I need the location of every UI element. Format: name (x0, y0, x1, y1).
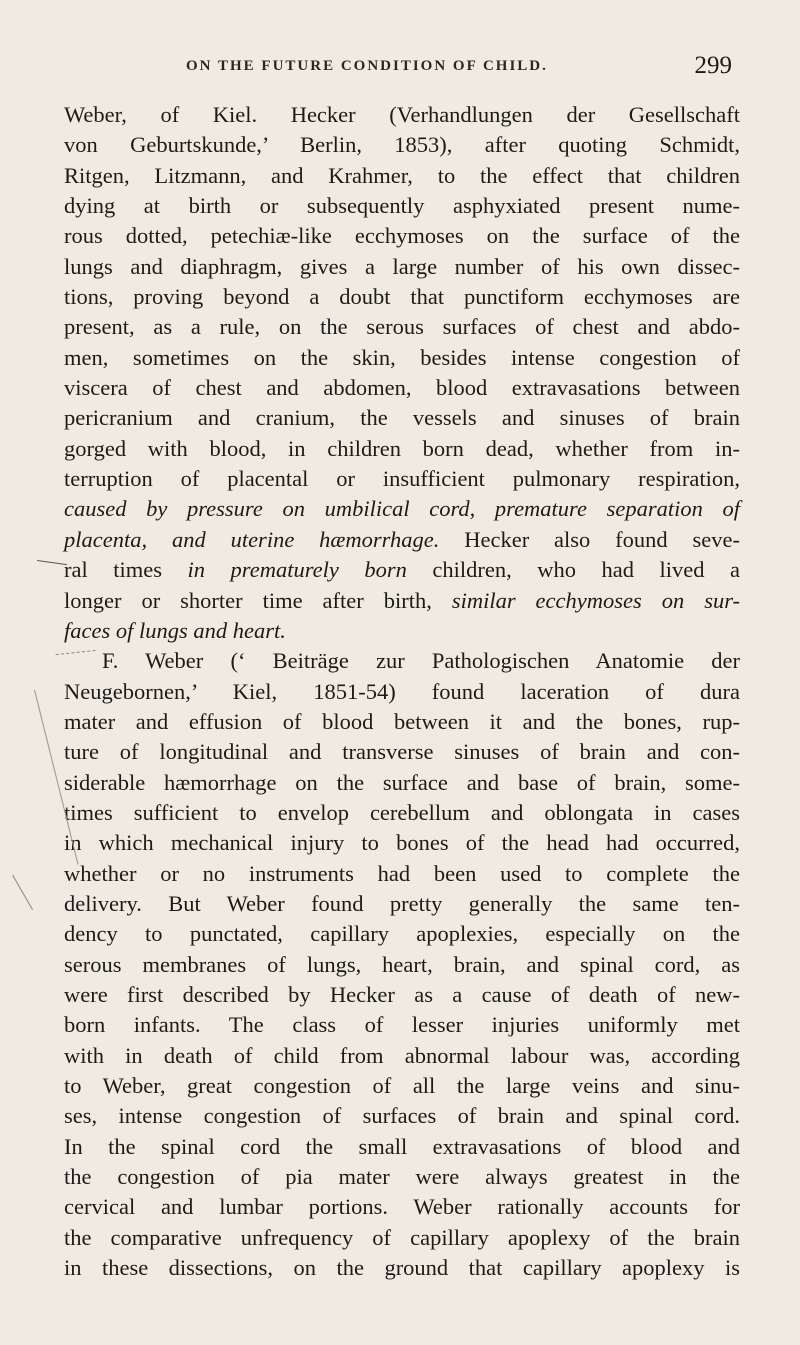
page-number: 299 (694, 52, 732, 79)
text-line: cervical and lumbar portions. Weber rationally accounts for (64, 1194, 740, 1220)
text-line: ture of longitudinal and transverse sinuses of brain and con- (64, 739, 740, 765)
paragraph-end-line: faces of lungs and heart. (64, 617, 286, 643)
text-line: siderable hæmorrhage on the surface and base of brain, some- (64, 769, 740, 795)
text-line: longer or shorter time after birth, similar ecchymoses on sur- (64, 587, 740, 613)
text-line: von Geburtskunde,’ Berlin, 1853), after quoting Schmidt, (64, 132, 740, 158)
text-line: men, sometimes on the skin, besides intense congestion of (64, 344, 740, 370)
text-line: ses, intense congestion of surfaces of brain and spinal cord. (64, 1103, 740, 1129)
italic-phrase: placenta, and uterine hæmorrhage. (64, 526, 440, 552)
text-line: mater and effusion of blood between it and the bones, rup- (64, 708, 740, 734)
text-line: Neugebornen,’ Kiel, 1851-54) found laceration of dura (64, 678, 740, 704)
text-line: In the spinal cord the small extravasations of blood and (64, 1133, 740, 1159)
text-line: dying at birth or subsequently asphyxiated present nume- (64, 193, 740, 219)
italic-phrase: similar ecchymoses on sur- (451, 587, 740, 613)
text-line: present, as a rule, on the serous surfaces of chest and abdo- (64, 314, 740, 340)
body-text (64, 100, 740, 1283)
text-line: to Weber, great congestion of all the large veins and sinu- (64, 1073, 740, 1098)
running-title: ON THE FUTURE CONDITION OF CHILD. (186, 58, 548, 74)
text-line: the congestion of pia mater were always greatest in the (64, 1164, 740, 1190)
paragraph-start-line: F. Weber (‘ Beiträge zur Pathologischen Anatomie der (102, 648, 740, 674)
text-line: ral times in prematurely born children, who had lived a (64, 557, 740, 583)
text-line: whether or no instruments had been used to complete the (64, 860, 740, 886)
text-line: terruption of placental or insufficient pulmonary respiration, (64, 466, 740, 492)
text-line: tions, proving beyond a doubt that punctiform ecchymoses are (64, 284, 740, 310)
text-line: gorged with blood, in children born dead, whether from in- (64, 435, 740, 461)
text-line: delivery. But Weber found pretty generally the same ten- (64, 890, 740, 916)
text-line: Weber, of Kiel. Hecker (Verhandlungen der Gesellschaft (64, 102, 740, 127)
margin-pencil-mark (35, 560, 67, 579)
text-line: were first described by Hecker as a cause of death of new- (64, 981, 740, 1007)
text-line: viscera of chest and abdomen, blood extravasations between (64, 375, 740, 401)
text-line: born infants. The class of lesser injuries uniformly met (64, 1012, 740, 1038)
text-line: dency to punctated, capillary apoplexies, especially on the (64, 921, 740, 947)
text-line: placenta, and uterine hæmorrhage. Hecker also found seve- (64, 526, 740, 552)
text-line: the comparative unfrequency of capillary apoplexy of the brain (64, 1224, 740, 1250)
text-line: with in death of child from abnormal labour was, according (64, 1042, 740, 1068)
text-line: pericranium and cranium, the vessels and sinuses of brain (64, 405, 740, 431)
text-line: Ritgen, Litzmann, and Krahmer, to the effect that children (64, 162, 740, 188)
margin-pencil-line (12, 874, 35, 910)
italic-line: caused by pressure on umbilical cord, premature separation of (64, 496, 740, 522)
running-head (150, 52, 740, 82)
italic-phrase: in prematurely born (187, 557, 407, 583)
text-line: in these dissections, on the ground that capillary apoplexy is (64, 1255, 740, 1281)
text-line: serous membranes of lungs, heart, brain, and spinal cord, as (64, 951, 740, 977)
text-line: lungs and diaphragm, gives a large number of his own dissec- (64, 253, 740, 279)
text-line: times sufficient to envelop cerebellum and oblongata in cases (64, 799, 740, 825)
text-line: rous dotted, petechiæ-like ecchymoses on the surface of the (64, 223, 740, 249)
text-line: in which mechanical injury to bones of the head had occurred, (64, 830, 740, 856)
